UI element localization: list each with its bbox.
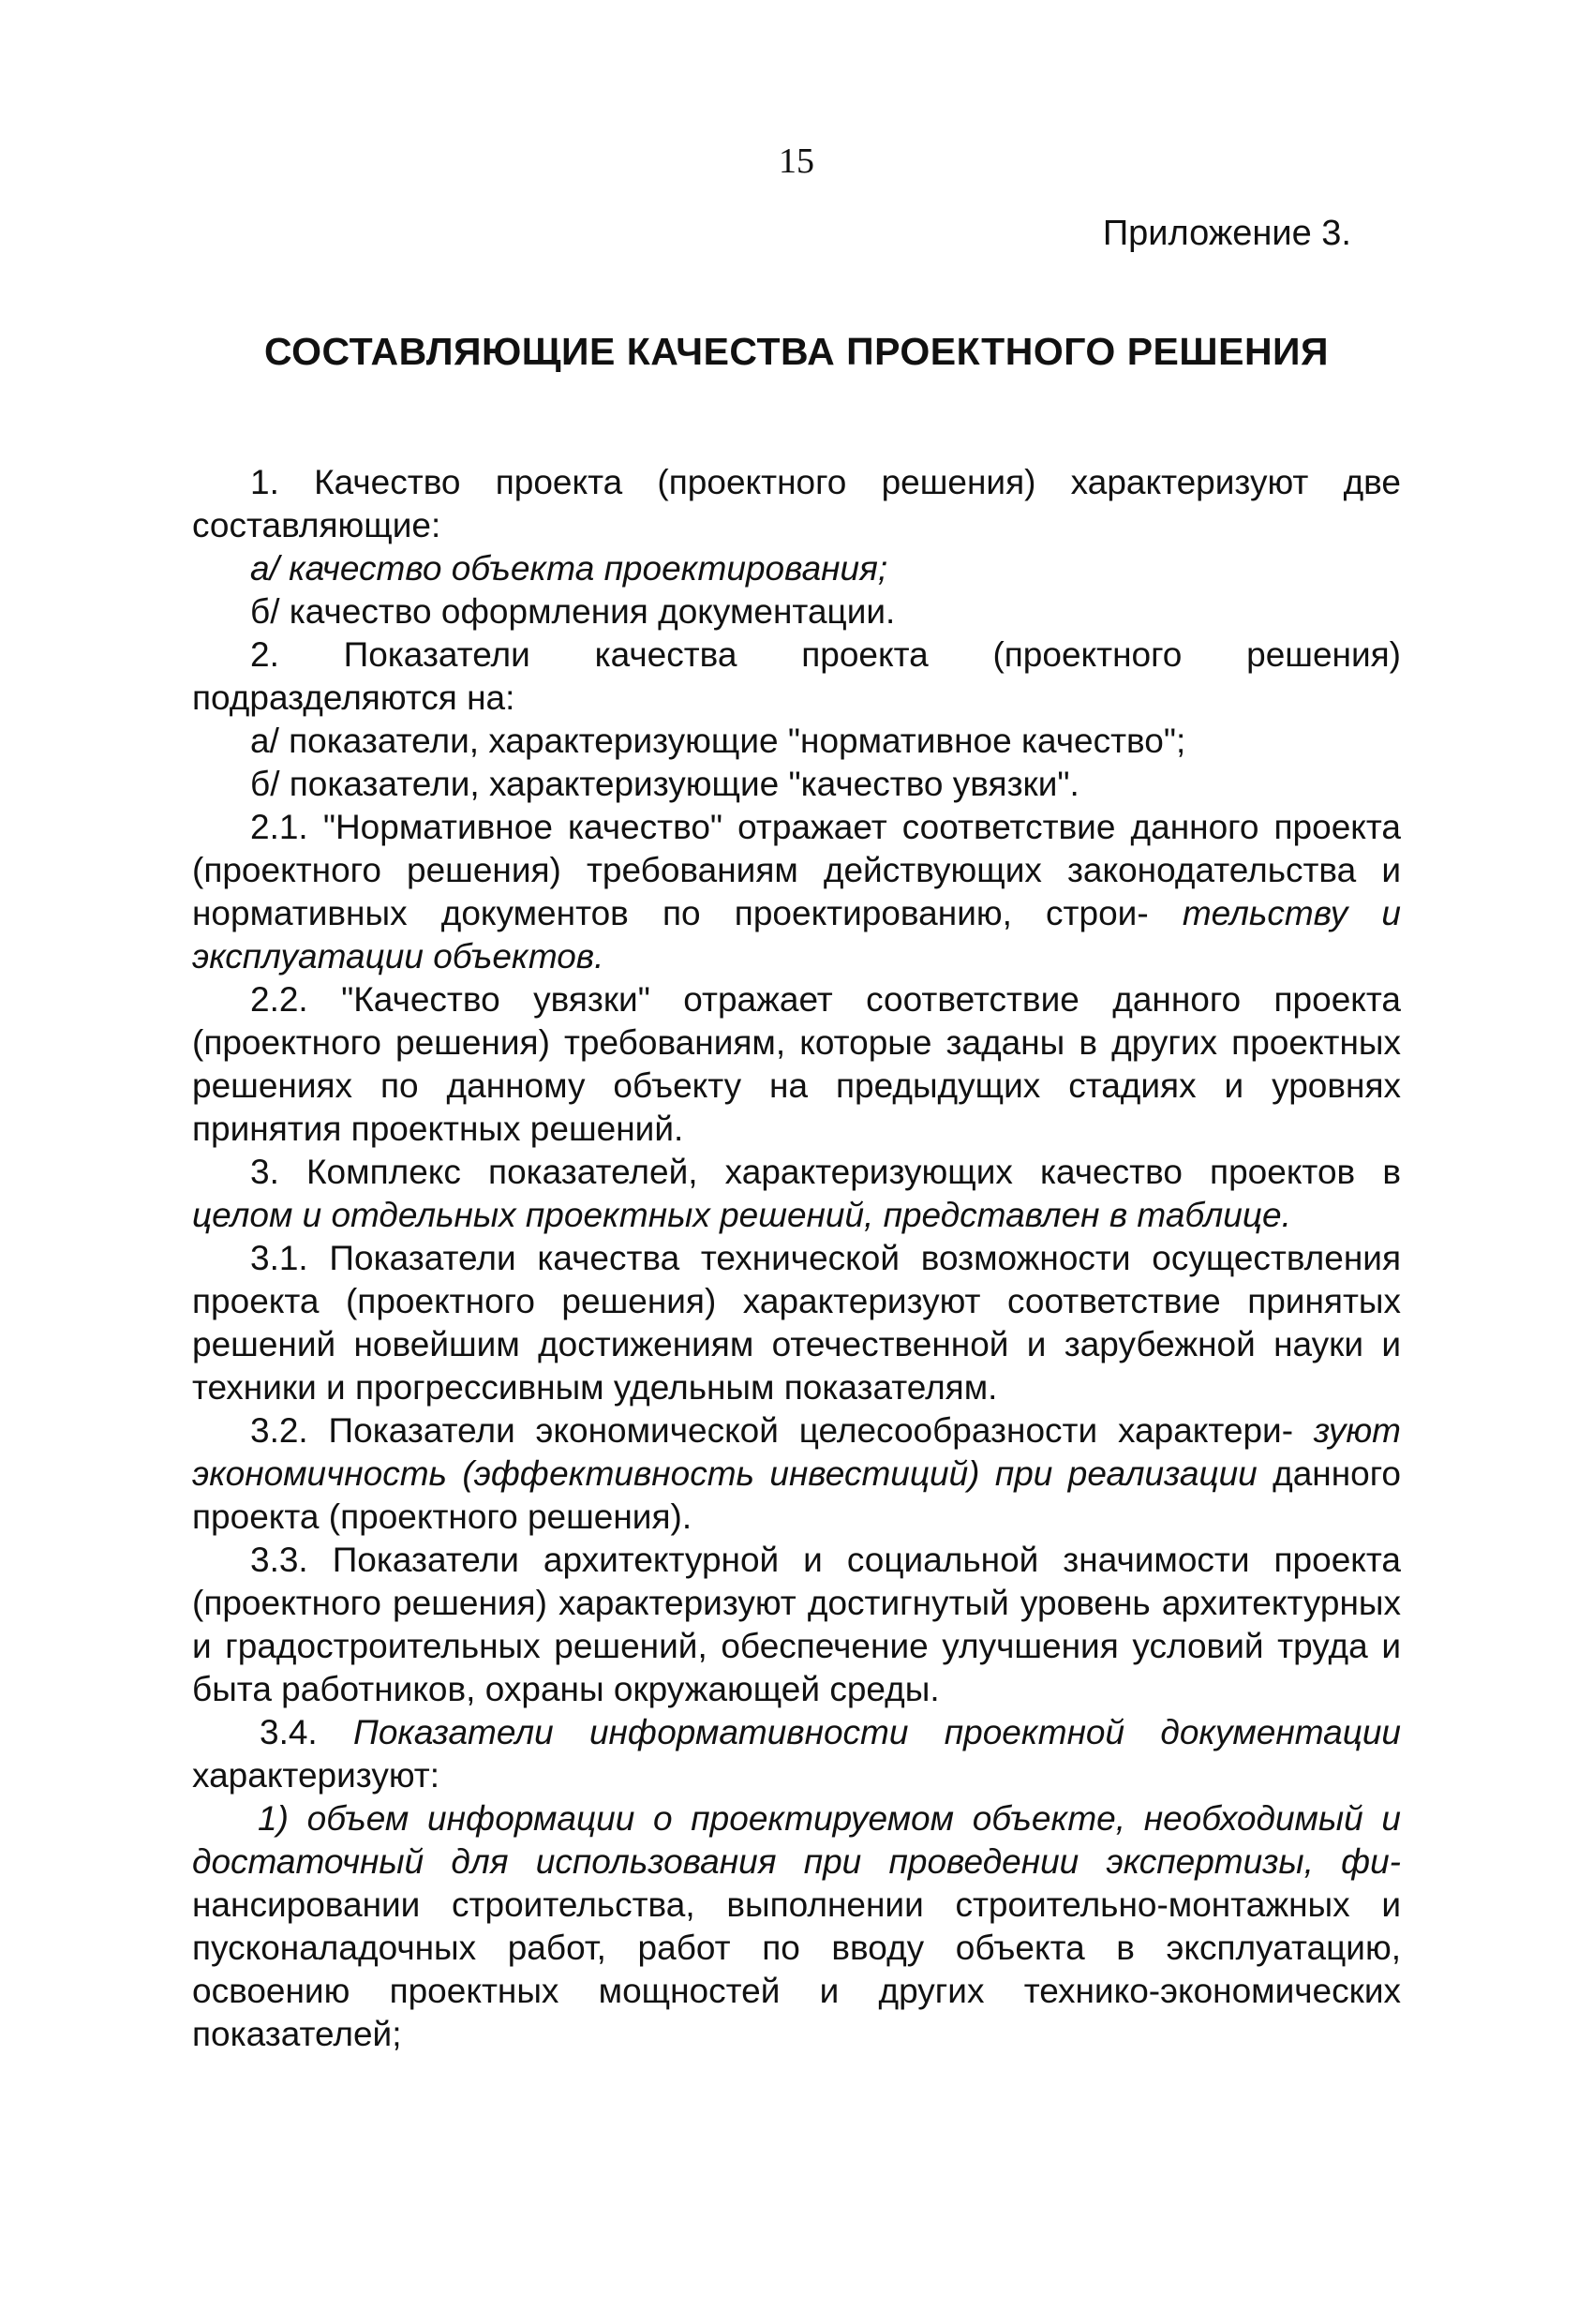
list-item-2b: б/ показатели, характеризующие "качество увязки". [250, 765, 1079, 803]
paragraph-2-1-italic: тельству и эксплуатации объектов. [192, 894, 1401, 976]
paragraph-3-1: 3.1. Показатели качества технической возможности осуществления проекта (проектного решения) характеризуют соответствие принятых решений новейшим достижениям отечественной и зарубежной науки и техники и прогрессивным удельным показателям. [192, 1239, 1401, 1407]
paragraph-2-1 [192, 806, 1401, 978]
paragraph-3-4-item-1-end: нансировании строительства, выполнении строительно-монтажных и пусконаладочных работ, работ по вводу объекта в эксплуатацию, освоению проектных мощностей и других технико-экономических показателей; [192, 1885, 1401, 2053]
paragraph-3-2-end: данного проекта (проектного решения). [192, 1454, 1402, 1536]
paragraph-3-2-italic: зуют экономичность (эффективность инвестиций) при реализации [192, 1411, 1401, 1493]
paragraph-3 [192, 1151, 1401, 1237]
page-number: 15 [779, 142, 814, 181]
paragraph-3-4-italic: Показатели информативности проектной документации [353, 1713, 1402, 1751]
paragraph-3-4-item-1 [192, 1797, 1401, 2056]
list-item-2a: а/ показатели, характеризующие "нормативное качество"; [250, 722, 1186, 760]
paragraph-2-2: 2.2. "Качество увязки" отражает соответствие данного проекта (проектного решения) требованиям, которые заданы в других проектных решениях по данному объекту на предыдущих стадиях и уровнях принятия проектных решений. [192, 980, 1401, 1148]
paragraph-3-3: 3.3. Показатели архитектурной и социальной значимости проекта (проектного решения) характеризуют достигнутый уровень архитектурных и градостроительных решений, обеспечение улучшения условий труда и быта работников, охраны окружающей среды. [192, 1541, 1401, 1708]
paragraph-3-text: 3. Комплекс показателей, характеризующих качество проектов в [250, 1153, 1401, 1191]
paragraph-2-1-text: 2.1. "Нормативное качество" отражает соответствие данного проекта (проектного решения) требованиям действующих законодательства и нормативных документов по проектированию, строи- [192, 808, 1401, 932]
paragraph-1: 1. Качество проекта (проектного решения) характеризуют две составляющие: [192, 463, 1401, 544]
paragraph-3-2 [192, 1409, 1401, 1539]
paragraph-3-italic: целом и отдельных проектных решений, представлен в таблице. [192, 1196, 1291, 1234]
paragraph-3-2-text: 3.2. Показатели экономической целесообразности характери- [250, 1411, 1294, 1450]
paragraph-3-4-item-1-italic: 1) объем информации о проектируемом объекте, необходимый и достаточный для использования при проведении экспертизы, фи- [192, 1799, 1401, 1881]
document-body [192, 461, 1401, 2056]
list-item-1b: б/ качество оформления документации. [250, 592, 896, 631]
paragraph-2: 2. Показатели качества проекта (проектного решения) подразделяются на: [192, 635, 1401, 717]
page-title: СОСТАВЛЯЮЩИЕ КАЧЕСТВА ПРОЕКТНОГО РЕШЕНИЯ [264, 330, 1329, 373]
list-item-1a: а/ качество объекта проектирования; [250, 549, 888, 588]
paragraph-3-4-end: характеризуют: [192, 1756, 439, 1795]
paragraph-3-4-number: 3.4. [260, 1713, 318, 1751]
appendix-label: Приложение 3. [1102, 214, 1351, 253]
paragraph-3-4 [192, 1711, 1401, 1797]
